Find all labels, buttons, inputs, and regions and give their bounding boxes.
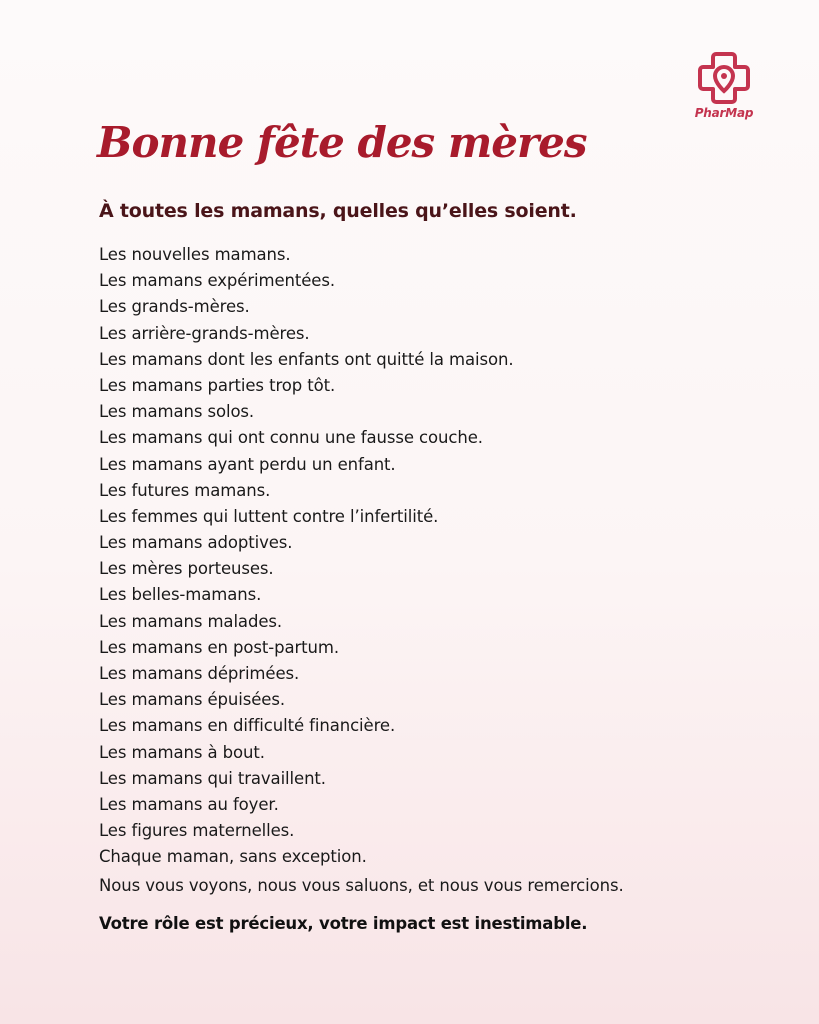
list-item: Les mamans malades.	[99, 611, 283, 631]
list-item: Les mamans ayant perdu un enfant.	[99, 454, 396, 474]
list-item: Chaque maman, sans exception.	[99, 847, 367, 867]
list-item: Les mamans expérimentées.	[99, 271, 335, 291]
closing-bold-text: Votre rôle est précieux, votre impact est inestimable.	[99, 914, 588, 933]
list-item: Les mamans à bout.	[99, 742, 265, 762]
list-item: Les mamans qui ont connu une fausse couche.	[99, 428, 483, 448]
list-item: Les mamans en post-partum.	[99, 637, 340, 657]
list-item: Les figures maternelles.	[99, 821, 295, 841]
list-item: Les futures mamans.	[99, 480, 271, 500]
pharmacy-cross-pin-icon	[694, 50, 754, 106]
page-title: Bonne fête des mères	[97, 118, 587, 167]
list-item: Les mamans dont les enfants ont quitté la maison.	[99, 349, 514, 369]
brand-name: PharMap	[694, 106, 754, 120]
list-item: Les mamans qui travaillent.	[99, 768, 326, 788]
list-item: Les mamans épuisées.	[99, 690, 285, 710]
list-item: Les mamans parties trop tôt.	[99, 375, 336, 395]
list-item: Les mamans solos.	[99, 402, 255, 422]
list-item: Les mamans au foyer.	[99, 794, 279, 814]
list-item: Les mamans déprimées.	[99, 664, 300, 683]
list-item: Les arrière-grands-mères.	[99, 323, 310, 343]
brand-logo	[686, 50, 762, 126]
list-item: Les mamans adoptives.	[99, 533, 293, 553]
list-item: Les belles-mamans.	[99, 585, 262, 605]
list-item: Les grands-mères.	[99, 297, 250, 317]
list-item: Les femmes qui luttent contre l’infertilité.	[99, 506, 439, 526]
page-subtitle: À toutes les mamans, quelles qu’elles soient.	[99, 200, 577, 222]
mothers-list	[99, 242, 514, 871]
list-item: Les mamans en difficulté financière.	[99, 716, 396, 736]
list-item: Les nouvelles mamans.	[99, 245, 291, 264]
list-item: Les mères porteuses.	[99, 559, 274, 579]
closing-text: Nous vous voyons, nous vous saluons, et nous vous remercions.	[99, 876, 624, 895]
